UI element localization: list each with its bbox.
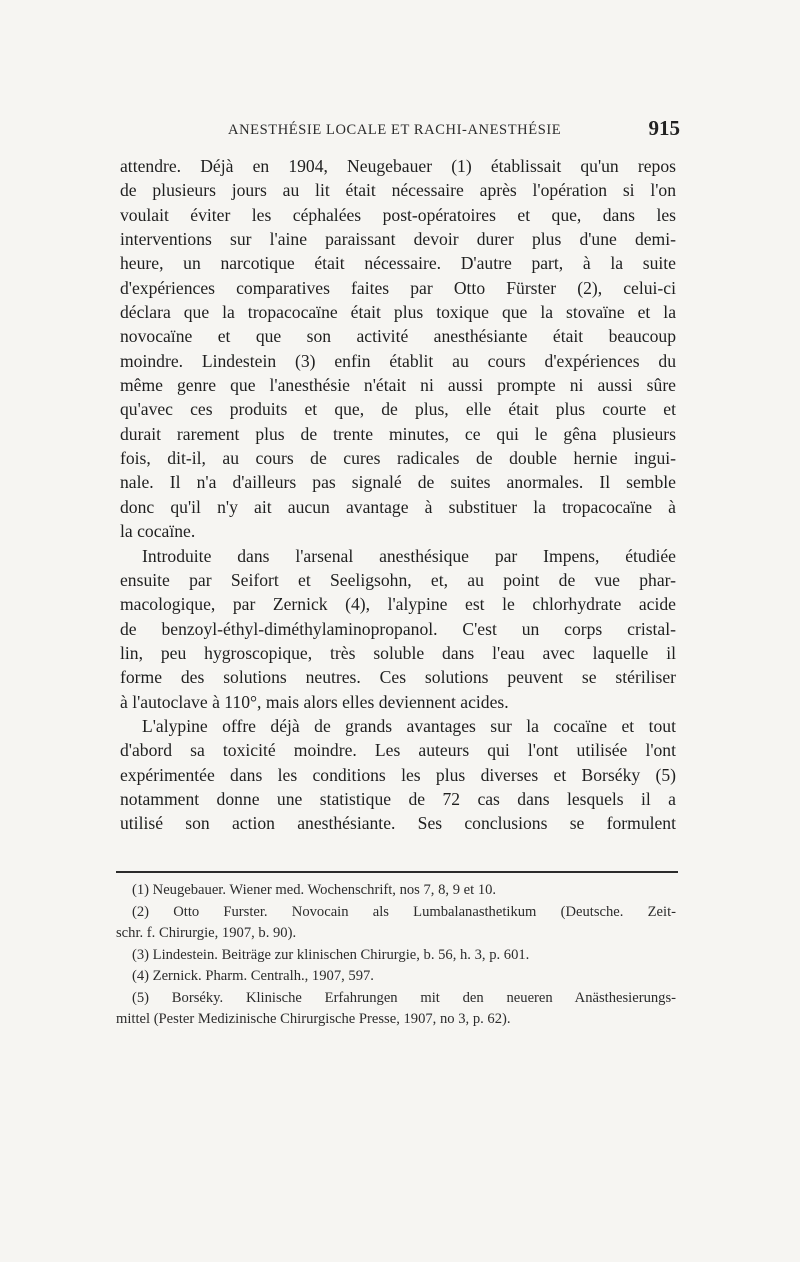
body-line: durait rarement plus de trente minutes, ce qui le gêna plusieurs: [120, 423, 676, 444]
body-line: déclara que la tropacocaïne était plus toxique que la stovaïne et la: [120, 302, 676, 323]
body-line: Introduite dans l'arsenal anesthésique par Impens, étudiée: [142, 545, 676, 566]
footnote: (1) Neugebauer. Wiener med. Wochenschrift, nos 7, 8, 9 et 10.: [132, 882, 497, 898]
running-head: ANESTHÉSIE LOCALE ET RACHI-ANESTHÉSIE: [228, 122, 562, 138]
footnote: schr. f. Chirurgie, 1907, b. 90).: [116, 925, 297, 941]
body-line: d'expériences comparatives faites par Otto Fürster (2), celui-ci: [120, 277, 676, 298]
body-line: forme des solutions neutres. Ces solutions peuvent se stériliser: [120, 667, 676, 688]
body-line: même genre que l'anesthésie n'était ni aussi prompte ni aussi sûre: [120, 375, 676, 396]
footnote: (5) Borséky. Klinische Erfahrungen mit den neueren Anästhesierungs-: [132, 989, 676, 1006]
footnote: (4) Zernick. Pharm. Centralh., 1907, 597.: [132, 968, 374, 984]
page-number: 915: [648, 116, 680, 140]
body-line: la cocaïne.: [120, 521, 196, 542]
body-line: à l'autoclave à 110°, mais alors elles deviennent acides.: [120, 691, 509, 712]
page-header: [120, 116, 680, 146]
body-line: moindre. Lindestein (3) enfin établit au cours d'expériences du: [120, 350, 676, 371]
body-line: fois, dit-il, au cours de cures radicales de double hernie ingui-: [120, 448, 676, 469]
footnote-divider: [116, 871, 678, 873]
body-line: expérimentée dans les conditions les plus diverses et Borséky (5): [120, 764, 676, 785]
body-line: macologique, par Zernick (4), l'alypine est le chlorhydrate acide: [120, 594, 676, 615]
body-line: interventions sur l'aine paraissant devoir durer plus d'une demi-: [120, 229, 676, 250]
body-line: donc qu'il n'y ait aucun avantage à substituer la tropacocaïne à: [120, 496, 676, 517]
body-line: novocaïne et que son activité anesthésiante était beaucoup: [120, 326, 676, 347]
body-line: heure, un narcotique était nécessaire. D'autre part, à la suite: [120, 253, 676, 274]
body-line: de benzoyl-éthyl-diméthylaminopropanol. C'est un corps cristal-: [120, 618, 676, 639]
body-line: de plusieurs jours au lit était nécessaire après l'opération si l'on: [120, 180, 676, 201]
body-line: voulait éviter les céphalées post-opératoires et que, dans les: [120, 204, 676, 225]
body-line: notamment donne une statistique de 72 cas dans lesquels il a: [120, 788, 676, 809]
body-line: ensuite par Seifort et Seeligsohn, et, au point de vue phar-: [120, 569, 676, 590]
body-line: d'abord sa toxicité moindre. Les auteurs qui l'ont utilisée l'ont: [120, 740, 676, 761]
body-line: qu'avec ces produits et que, de plus, elle était plus courte et: [120, 399, 676, 420]
footnote: mittel (Pester Medizinische Chirurgische Presse, 1907, no 3, p. 62).: [116, 1011, 511, 1027]
body-line: lin, peu hygroscopique, très soluble dans l'eau avec laquelle il: [120, 642, 676, 663]
body-line: L'alypine offre déjà de grands avantages sur la cocaïne et tout: [142, 715, 676, 736]
body-line: nale. Il n'a d'ailleurs pas signalé de suites anormales. Il semble: [120, 472, 676, 493]
body-text: [120, 154, 676, 836]
body-line: utilisé son action anesthésiante. Ses conclusions se formulent: [120, 813, 676, 834]
footnotes: [116, 880, 676, 1031]
footnote: (3) Lindestein. Beiträge zur klinischen Chirurgie, b. 56, h. 3, p. 601.: [132, 946, 530, 963]
body-line: attendre. Déjà en 1904, Neugebauer (1) établissait qu'un repos: [120, 156, 676, 176]
footnote: (2) Otto Furster. Novocain als Lumbalanasthetikum (Deutsche. Zeit-: [132, 903, 676, 920]
